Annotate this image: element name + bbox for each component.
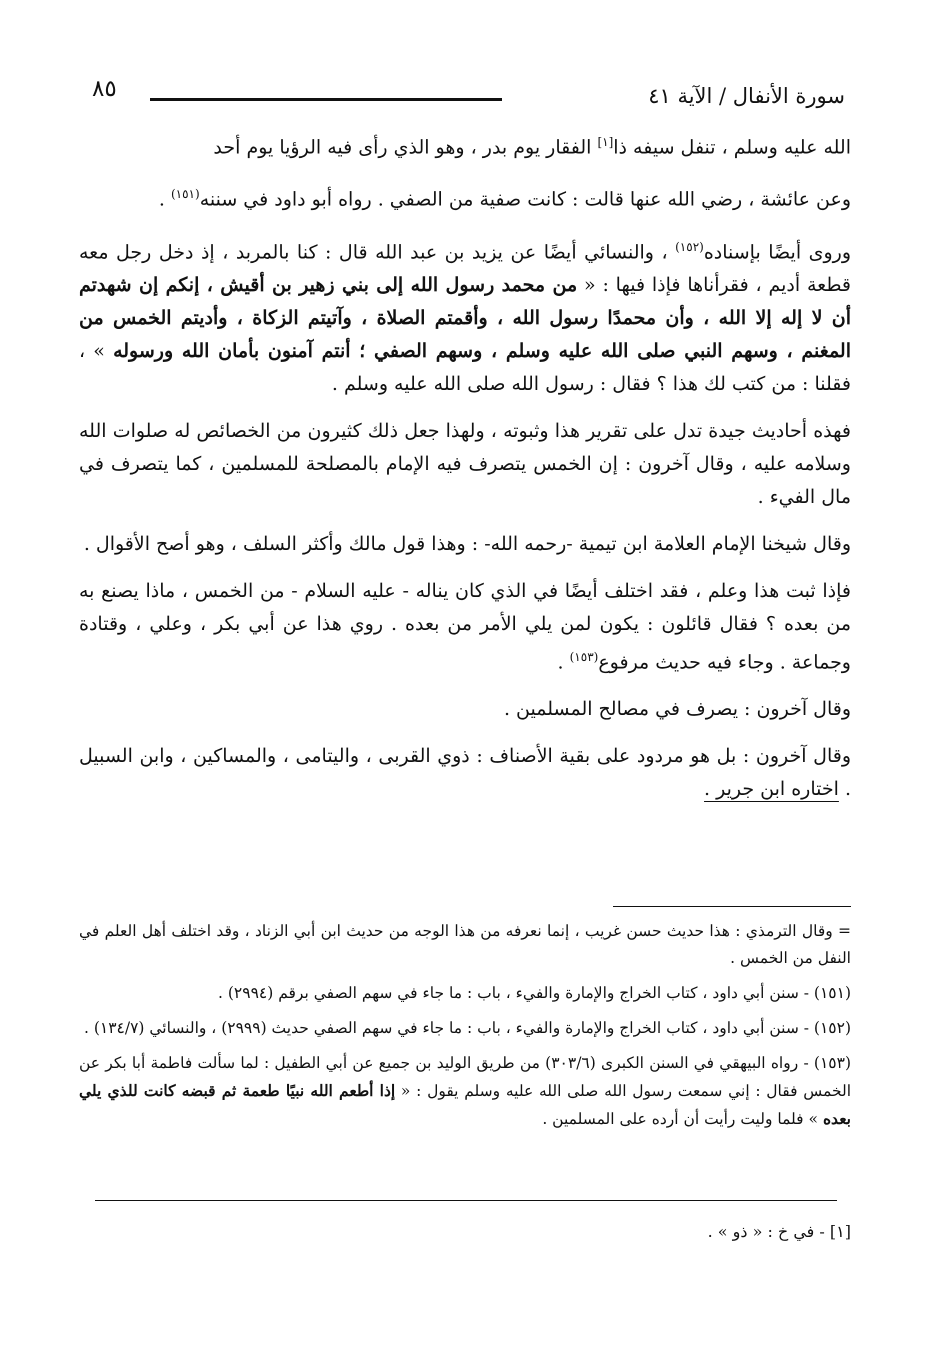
footnote-152: (١٥٢) - سنن أبي داود ، كتاب الخراج والإمارة والفيء ، باب : ما جاء في سهم الصفي حديث (٢٩٩٩) ، والنسائي (١٣٤/٧) .: [83, 1019, 851, 1037]
paragraph-2: [79, 178, 851, 216]
footnote-153: [79, 1050, 851, 1133]
footnote-153-text-b: » فلما وليت رأيت أن أرده على المسلمين .: [542, 1110, 823, 1128]
paragraph-3: [79, 231, 851, 401]
footnote-153-text-a: (١٥٣) - رواه البيهقي في السنن الكبرى (٣٠٣/٦) من طريق الوليد بن جميع عن أبي الطفيل : لما سألت فاطمة أبا بكر عن الخمس فقال : إني سمعت رسول الله صلى الله عليه وسلم يقول : «: [79, 1054, 851, 1100]
paragraph-5: وقال شيخنا الإمام العلامة ابن تيمية -رحمه الله- : وهذا قول مالك وأكثر السلف ، وهو أصح الأقوال .: [83, 532, 851, 555]
page-number: ٨٥: [92, 76, 117, 102]
edition-notes-separator: [95, 1200, 837, 1201]
paragraph-6-text-b: .: [557, 651, 570, 674]
ibn-jarir-choice: اختاره ابن جرير .: [704, 778, 839, 801]
paragraph-8-text-a: وقال آخرون : بل هو مردود على بقية الأصناف : ذوي القربى ، واليتامى ، والمساكين ، وابن السبيل .: [79, 745, 851, 801]
paragraph-6-text-a: فإذا ثبت هذا وعلم ، فقد اختلف أيضًا في الذي كان يناله - عليه السلام - من الخمس ، ماذا يصنع به من بعده ؟ فقال قائلون : يكون لمن يلي الأمر من بعده . روي هذا عن أبي بكر ، وعلي ، وقتادة وجماعة . وجاء فيه حديث مرفوع: [79, 579, 851, 674]
footnotes-separator: [613, 906, 851, 907]
footnotes: [79, 918, 851, 1141]
paragraph-3-text-b: ، والنسائي أيضًا عن يزيد بن عبد الله قال : كنا بالمربد ، إذ دخل رجل معه قطعة أديم ، فقرأناها فإذا فيها : «: [79, 240, 851, 296]
header-rule: [150, 98, 502, 101]
footnote-ref-152: (١٥٢): [675, 239, 704, 254]
paragraph-2-text-b: .: [158, 188, 171, 211]
paragraph-1: [79, 126, 851, 164]
surah-header-title: سورة الأنفال / الآية ٤١: [648, 84, 845, 108]
footnote-ref-153: (١٥٣): [569, 649, 599, 664]
paragraph-3-text-c: » ، فقلنا : من كتب لك هذا ؟ فقال : رسول الله صلى الله عليه وسلم .: [79, 339, 851, 395]
paragraph-1-text-a: الله عليه وسلم ، تنفل سيفه ذا: [613, 136, 851, 159]
footnote-ref-151: (١٥١): [170, 187, 200, 202]
paragraph-3-text-a: وروى أيضًا بإسناده: [703, 240, 852, 263]
paragraph-1-text-b: الفقار يوم بدر ، وهو الذي رأى فيه الرؤيا يوم أحد: [213, 136, 598, 159]
paragraph-4: فهذه أحاديث جيدة تدل على تقرير هذا وثبوته ، ولهذا جعل ذلك كثيرون من الخصائص له صلوات الله وسلامه عليه ، وقال آخرون : إن الخمس يتصرف فيه الإمام بالمصلحة للمسلمين ، كما يتصرف في مال الفيء .: [79, 419, 851, 508]
main-text: [79, 126, 851, 820]
paragraph-2-text-a: وعن عائشة ، رضي الله عنها قالت : كانت صفية من الصفي . رواه أبو داود في سننه: [199, 188, 851, 211]
edition-note-ref: [١]: [597, 135, 614, 149]
prophetic-letter-quote: من محمد رسول الله إلى بني زهير بن أقيش ، إنكم إن شهدتم أن لا إله إلا الله ، وأن محمدًا رسول الله ، وأقمتم الصلاة ، وآتيتم الزكاة ، وأديتم الخمس من المغنم ، وسهم النبي صلى الله عليه وسلم ، وسهم الصفي ؛ أنتم آمنون بأمان الله ورسوله: [79, 273, 851, 362]
footnote-153-hadith: إذا أطعم الله نبيًا طعمة ثم قبضه كانت للذي يلي بعده: [79, 1081, 851, 1128]
edition-note-1: [١] - في خ : « ذو » .: [707, 1222, 851, 1241]
footnote-continued: = وقال الترمذي : هذا حديث حسن غريب ، إنما نعرفه من هذا الوجه من حديث ابن أبي الزناد ، وقد اختلف أهل العلم في النفل من الخمس .: [79, 922, 851, 967]
paragraph-6: [79, 575, 851, 679]
paragraph-8: [79, 740, 851, 806]
footnote-151: (١٥١) - سنن أبي داود ، كتاب الخراج والإمارة والفيء ، باب : ما جاء في سهم الصفي برقم (٢٩٩٤) .: [218, 984, 851, 1002]
paragraph-7: وقال آخرون : يصرف في مصالح المسلمين .: [503, 698, 851, 721]
